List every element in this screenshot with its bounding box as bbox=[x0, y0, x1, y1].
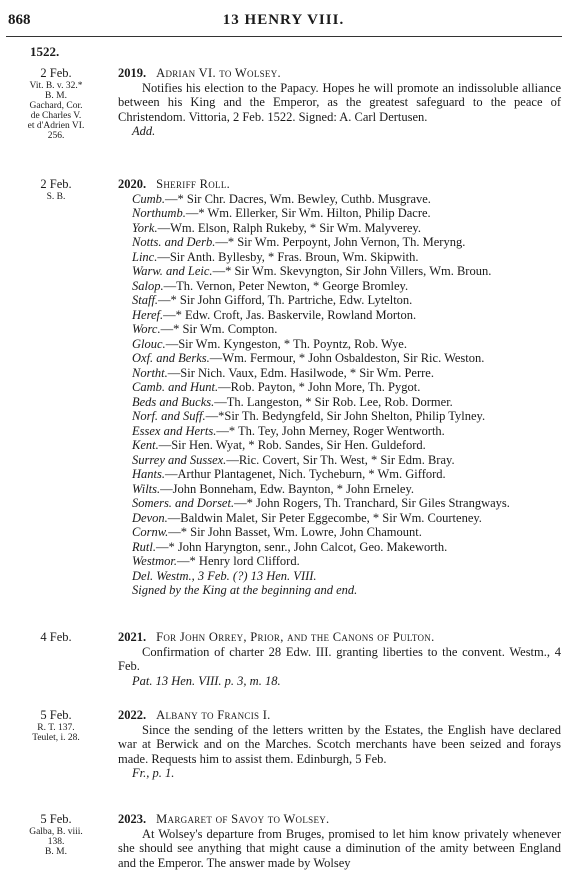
margin-ref: 138. bbox=[47, 837, 65, 847]
entry-body bbox=[118, 812, 561, 870]
sheriff-names: —Sir Nich. Vaux, Edm. Hasilwode, * Sir Wm. Perre. bbox=[167, 365, 434, 380]
county-name: Salop. bbox=[132, 278, 164, 293]
margin-ref: Gachard, Cor. bbox=[29, 101, 83, 111]
county-name: Oxf. and Berks. bbox=[132, 351, 210, 365]
county-name: Norf. and Suff. bbox=[132, 409, 206, 423]
sheriff-roll-line bbox=[118, 554, 561, 569]
county-name: Hants. bbox=[132, 467, 165, 481]
sheriff-roll-line bbox=[118, 482, 561, 497]
entry-date: 5 Feb. bbox=[40, 812, 72, 826]
entry-paragraph: At Wolsey's departure from Bruges, promised to let him know privately whenever she should see anything that might cause a diminution of the amity between England and the Emperor. The answer made by Wolsey bbox=[118, 826, 561, 870]
sheriff-roll-line bbox=[118, 206, 561, 221]
sheriff-roll-line bbox=[118, 221, 561, 236]
sheriff-roll-line bbox=[118, 293, 561, 308]
margin-notes bbox=[6, 812, 106, 857]
sheriff-roll-line bbox=[118, 438, 561, 453]
entry-paragraph: Since the sending of the letters written by the Estates, the English have declared war at Berwick and on the Marches. Scotch merchants have been seized and forays made. Requests him to assist them. Edinburgh, 5 Feb. bbox=[118, 722, 561, 766]
header-rule bbox=[6, 36, 562, 37]
sheriff-names: —Wm. Fermour, * John Osbaldeston, Sir Ric. Weston. bbox=[209, 351, 485, 365]
sheriff-names: —Sir Hen. Wyat, * Rob. Sandes, Sir Hen. Guldeford. bbox=[158, 438, 426, 452]
sheriff-roll-line bbox=[118, 496, 561, 511]
sheriff-roll-list bbox=[118, 192, 561, 569]
page-number: 868 bbox=[8, 12, 31, 28]
sheriff-roll-line bbox=[118, 192, 561, 207]
sheriff-names: —Sir Anth. Byllesby, * Fras. Broun, Wm. Skipwith. bbox=[157, 249, 419, 264]
entry-title: Adrian VI. to Wolsey. bbox=[156, 66, 281, 80]
sheriff-roll-line bbox=[118, 351, 561, 366]
entry-number: 2021. bbox=[118, 630, 147, 644]
county-name: Cumb. bbox=[132, 191, 165, 206]
sheriff-names: —* Sir Wm. Skevyngton, Sir John Villers, Wm. Broun. bbox=[212, 264, 492, 278]
county-name: Essex and Herts. bbox=[132, 423, 217, 438]
county-name: Somers. and Dorset. bbox=[132, 496, 235, 510]
sheriff-roll-line bbox=[118, 380, 561, 395]
county-name: Westmor. bbox=[132, 554, 178, 568]
county-name: Beds and Bucks. bbox=[132, 394, 215, 409]
entry-body bbox=[118, 177, 561, 598]
sheriff-names: —Wm. Elson, Ralph Rukeby, * Sir Wm. Malyverey. bbox=[157, 220, 421, 235]
sheriff-names: —* Sir Wm. Perpoynt, John Vernon, Th. Meryng. bbox=[215, 235, 466, 249]
entry-date: 2 Feb. bbox=[40, 177, 72, 191]
margin-ref: Galba, B. viii. bbox=[29, 827, 83, 837]
entry-title: Sheriff Roll. bbox=[156, 177, 231, 191]
sheriff-names: —* John Haryngton, senr., John Calcot, Geo. Makeworth. bbox=[155, 539, 448, 554]
entry-source: Add. bbox=[132, 124, 156, 138]
county-name: Wilts. bbox=[132, 481, 161, 496]
entry-heading bbox=[118, 812, 561, 827]
entry-date: 2 Feb. bbox=[40, 66, 72, 80]
entry-heading bbox=[118, 708, 561, 723]
county-name: Warw. and Leic. bbox=[132, 264, 213, 278]
sheriff-names: —*Sir Th. Bedyngfeld, Sir John Shelton, Philip Tylney. bbox=[205, 409, 486, 423]
margin-notes bbox=[6, 708, 106, 743]
margin-notes bbox=[6, 66, 106, 141]
entry-body bbox=[118, 630, 561, 688]
sheriff-names: —* Sir John Gifford, Th. Partriche, Edw. Lytelton. bbox=[158, 293, 413, 307]
margin-ref: R. T. 137. bbox=[37, 723, 75, 733]
sheriff-names: —* Th. Tey, John Merney, Roger Wentworth. bbox=[216, 423, 445, 438]
county-name: Worc. bbox=[132, 322, 161, 336]
sheriff-roll-line bbox=[118, 453, 561, 468]
running-head: 13 HENRY VIII. bbox=[222, 12, 345, 28]
entry-number: 2023. bbox=[118, 812, 147, 826]
county-name: Northumb. bbox=[132, 206, 186, 220]
sheriff-roll-line bbox=[118, 279, 561, 294]
county-name: Glouc. bbox=[132, 336, 166, 351]
sheriff-roll-line bbox=[118, 322, 561, 337]
entry-body bbox=[118, 708, 561, 781]
entry-date: 4 Feb. bbox=[40, 630, 72, 644]
county-name: Devon. bbox=[132, 510, 168, 525]
margin-ref: de Charles V. bbox=[30, 111, 82, 121]
entry-source: Pat. 13 Hen. VIII. p. 3, m. 18. bbox=[132, 673, 281, 688]
entry-heading bbox=[118, 177, 561, 192]
sheriff-roll-line bbox=[118, 264, 561, 279]
entry-heading bbox=[118, 630, 561, 645]
entry-title: For John Orrey, Prior, and the Canons of Pulton. bbox=[156, 630, 435, 644]
county-name: Staff. bbox=[132, 293, 159, 307]
entry-number: 2019. bbox=[118, 66, 147, 80]
entry-source: Fr., p. 1. bbox=[132, 766, 175, 780]
sheriff-names: —John Bonneham, Edw. Baynton, * John Erneley. bbox=[160, 481, 415, 496]
entry-paragraph: Confirmation of charter 28 Edw. III. granting liberties to the convent. Westm., 4 Feb. bbox=[118, 644, 561, 673]
sheriff-names: —* Edw. Croft, Jas. Baskervile, Rowland Morton. bbox=[163, 307, 417, 322]
sheriff-names: —* Sir Chr. Dacres, Wm. Bewley, Cuthb. Musgrave. bbox=[165, 191, 431, 206]
county-name: Surrey and Sussex. bbox=[132, 452, 227, 467]
sheriff-roll-line bbox=[118, 525, 561, 540]
roll-closing: Signed by the King at the beginning and end. bbox=[132, 583, 358, 597]
sheriff-roll-line bbox=[118, 250, 561, 265]
county-name: Rutl. bbox=[132, 539, 156, 554]
county-name: York. bbox=[132, 220, 158, 235]
sheriff-names: —Ric. Covert, Sir Th. West, * Sir Edm. Bray. bbox=[226, 452, 455, 467]
margin-ref: 256. bbox=[47, 131, 65, 141]
sheriff-roll-line bbox=[118, 366, 561, 381]
sheriff-roll-line bbox=[118, 409, 561, 424]
year-label: 1522. bbox=[30, 44, 60, 59]
sheriff-names: —* Sir Wm. Compton. bbox=[160, 322, 278, 336]
page-header bbox=[0, 12, 567, 34]
margin-ref: S. B. bbox=[46, 192, 66, 202]
entry-date: 5 Feb. bbox=[40, 708, 72, 722]
sheriff-roll-line bbox=[118, 308, 561, 323]
sheriff-roll-line bbox=[118, 235, 561, 250]
county-name: Notts. and Derb. bbox=[132, 235, 216, 249]
sheriff-roll-line bbox=[118, 467, 561, 482]
sheriff-names: —Rob. Payton, * John More, Th. Pygot. bbox=[218, 380, 421, 394]
county-name: Kent. bbox=[132, 438, 159, 452]
sheriff-names: —* Sir John Basset, Wm. Lowre, John Chamount. bbox=[168, 525, 422, 539]
margin-ref: Vit. B. v. 32.* bbox=[29, 81, 83, 91]
sheriff-names: —Th. Langeston, * Sir Rob. Lee, Rob. Dormer. bbox=[214, 394, 453, 409]
sheriff-names: —* Henry lord Clifford. bbox=[177, 554, 300, 568]
sheriff-roll-line bbox=[118, 540, 561, 555]
entry-heading bbox=[118, 66, 561, 81]
sheriff-roll-line bbox=[118, 424, 561, 439]
margin-ref: et d'Adrien VI. bbox=[27, 121, 85, 131]
county-name: Heref. bbox=[132, 307, 164, 322]
margin-ref: Teulet, i. 28. bbox=[32, 733, 80, 743]
entry-number: 2022. bbox=[118, 708, 147, 722]
county-name: Linc. bbox=[132, 249, 158, 264]
sheriff-roll-line bbox=[118, 511, 561, 526]
county-name: Northt. bbox=[132, 365, 168, 380]
margin-notes bbox=[6, 177, 106, 202]
sheriff-names: —Sir Wm. Kyngeston, * Th. Poyntz, Rob. Wye. bbox=[165, 336, 407, 351]
county-name: Camb. and Hunt. bbox=[132, 380, 219, 394]
entry-body bbox=[118, 66, 561, 139]
sheriff-roll-line bbox=[118, 395, 561, 410]
margin-notes bbox=[6, 630, 106, 645]
sheriff-names: —* John Rogers, Th. Tranchard, Sir Giles Strangways. bbox=[234, 496, 510, 510]
entry-title: Albany to Francis I. bbox=[156, 708, 271, 722]
entry-paragraph: Notifies his election to the Papacy. Hopes he will promote an indissoluble alliance between his King and the Emperor, as the greatest safeguard to the peace of Christendom. Vittoria, 2 Feb. 1522. Signed: A. Carl Dertusen. bbox=[118, 80, 561, 124]
entry-number: 2020. bbox=[118, 177, 147, 191]
entry-title: Margaret of Savoy to Wolsey. bbox=[156, 812, 330, 826]
margin-ref: B. M. bbox=[45, 847, 67, 857]
sheriff-roll-line bbox=[118, 337, 561, 352]
margin-ref: B. M. bbox=[45, 91, 67, 101]
roll-closing: Del. Westm., 3 Feb. (?) 13 Hen. VIII. bbox=[132, 568, 317, 583]
sheriff-names: —Th. Vernon, Peter Newton, * George Bromley. bbox=[163, 278, 409, 293]
sheriff-names: —Arthur Plantagenet, Nich. Tycheburn, * Wm. Gifford. bbox=[165, 467, 446, 481]
sheriff-names: —Baldwin Malet, Sir Peter Eggecombe, * Sir Wm. Courteney. bbox=[167, 510, 482, 525]
county-name: Cornw. bbox=[132, 525, 169, 539]
sheriff-names: —* Wm. Ellerker, Sir Wm. Hilton, Philip Dacre. bbox=[185, 206, 431, 220]
